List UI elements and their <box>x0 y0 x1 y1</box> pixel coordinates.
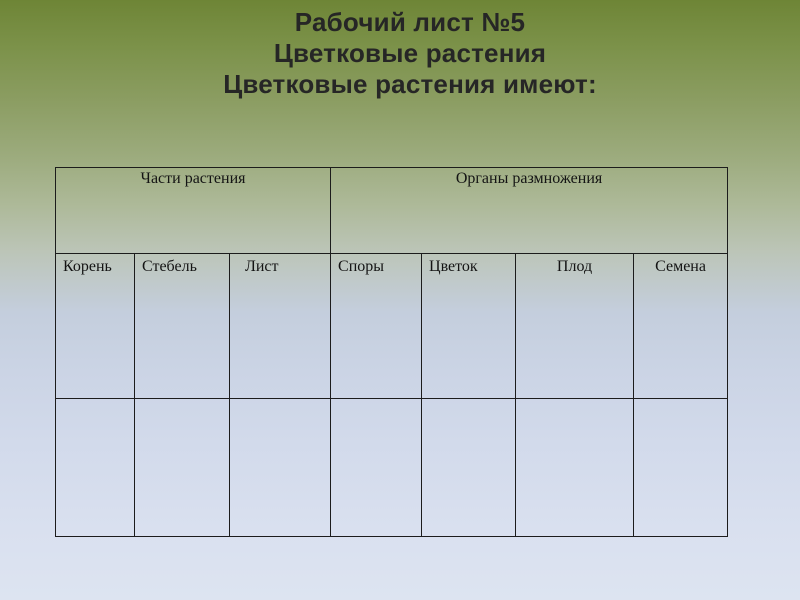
column-header-flower: Цветок <box>422 254 516 399</box>
title-line-worksheet-number: Рабочий лист №5 <box>294 7 526 37</box>
answer-cell-stem <box>135 399 230 537</box>
group-header-plant-parts: Части растения <box>56 168 331 254</box>
title-line-task: Цветковые растения имеют: <box>223 69 597 99</box>
column-header-fruit: Плод <box>516 254 634 399</box>
answer-row <box>56 399 728 537</box>
column-header-leaf: Лист <box>230 254 331 399</box>
title-line-topic: Цветковые растения <box>273 38 547 68</box>
column-header-seeds: Семена <box>634 254 728 399</box>
answer-cell-seeds <box>634 399 728 537</box>
column-header-spores: Споры <box>331 254 422 399</box>
answer-cell-flower <box>422 399 516 537</box>
worksheet-table <box>55 167 728 537</box>
column-header-row <box>56 254 728 399</box>
slide-title <box>10 7 800 100</box>
answer-cell-leaf <box>230 399 331 537</box>
answer-cell-spores <box>331 399 422 537</box>
answer-cell-root <box>56 399 135 537</box>
column-header-stem: Стебель <box>135 254 230 399</box>
answer-cell-fruit <box>516 399 634 537</box>
column-header-root: Корень <box>56 254 135 399</box>
group-header-row <box>56 168 728 254</box>
group-header-reproduction-organs: Органы размножения <box>331 168 728 254</box>
